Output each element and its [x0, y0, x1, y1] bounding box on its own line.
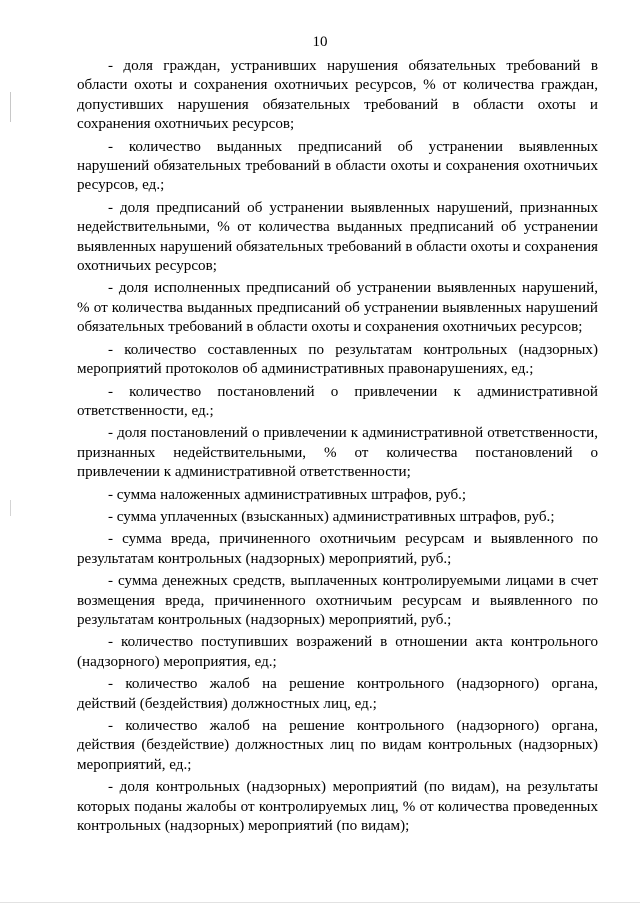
- list-item: - сумма наложенных административных штрафов, руб.;: [108, 486, 467, 503]
- list-item: - количество жалоб на решение контрольного (надзорного) органа, действия (бездействие) должностных лиц по видам контрольных (надзорных) мероприятий, ед.;: [77, 718, 598, 773]
- list-item: - сумма денежных средств, выплаченных контролируемыми лицами в счет возмещения вреда, причиненного охотничьим ресурсам и выявленного по результатам контрольных (надзорных) мероприятий, руб.;: [77, 573, 598, 628]
- list-item: - сумма вреда, причиненного охотничьим ресурсам и выявленного по результатам контрольных (надзорных) мероприятий, руб.;: [77, 531, 598, 567]
- document-body: [77, 57, 598, 839]
- list-item: - доля исполненных предписаний об устранении выявленных нарушений, % от количества выданных предписаний об устранении выявленных нарушений обязательных требований в области охоты и сохранения охотничьих ресурсов;: [77, 280, 598, 336]
- list-item: - сумма уплаченных (взысканных) административных штрафов, руб.;: [108, 508, 555, 525]
- page-number: 10: [312, 34, 328, 50]
- scan-edge-line: [0, 902, 640, 903]
- scan-edge-mark: [10, 92, 11, 122]
- list-item: - количество поступивших возражений в отношении акта контрольного (надзорного) мероприятия, ед.;: [77, 634, 598, 670]
- list-item: - количество жалоб на решение контрольного (надзорного) органа, действий (бездействия) должностных лиц, ед.;: [77, 676, 598, 712]
- list-item: - доля граждан, устранивших нарушения обязательных требований в области охоты и сохранения охотничьих ресурсов, % от количества граждан, допустивших нарушения обязательных требований в области охоты и сохранения охотничьих ресурсов;: [77, 58, 598, 133]
- list-item: - количество составленных по результатам контрольных (надзорных) мероприятий протоколов об административных правонарушениях, ед.;: [77, 341, 598, 378]
- list-item: - доля предписаний об устранении выявленных нарушений, признанных недействительными, % от количества выданных предписаний об устранении выявленных нарушений обязательных требований в области охоты и сохранения охотничьих ресурсов;: [77, 199, 598, 275]
- list-item: - количество выданных предписаний об устранении выявленных нарушений обязательных требований в области охоты и сохранения охотничьих ресурсов, ед.;: [77, 138, 598, 194]
- scan-edge-mark: [10, 500, 11, 516]
- list-item: - доля контрольных (надзорных) мероприятий (по видам), на результаты которых поданы жалобы от контролируемых лиц, % от количества проведенных контрольных (надзорных) мероприятий (по видам);: [77, 779, 598, 835]
- list-item: - доля постановлений о привлечении к административной ответственности, признанных недействительными, % от количества постановлений о привлечении к административной ответственности;: [77, 425, 598, 481]
- list-item: - количество постановлений о привлечении к административной ответственности, ед.;: [77, 383, 598, 419]
